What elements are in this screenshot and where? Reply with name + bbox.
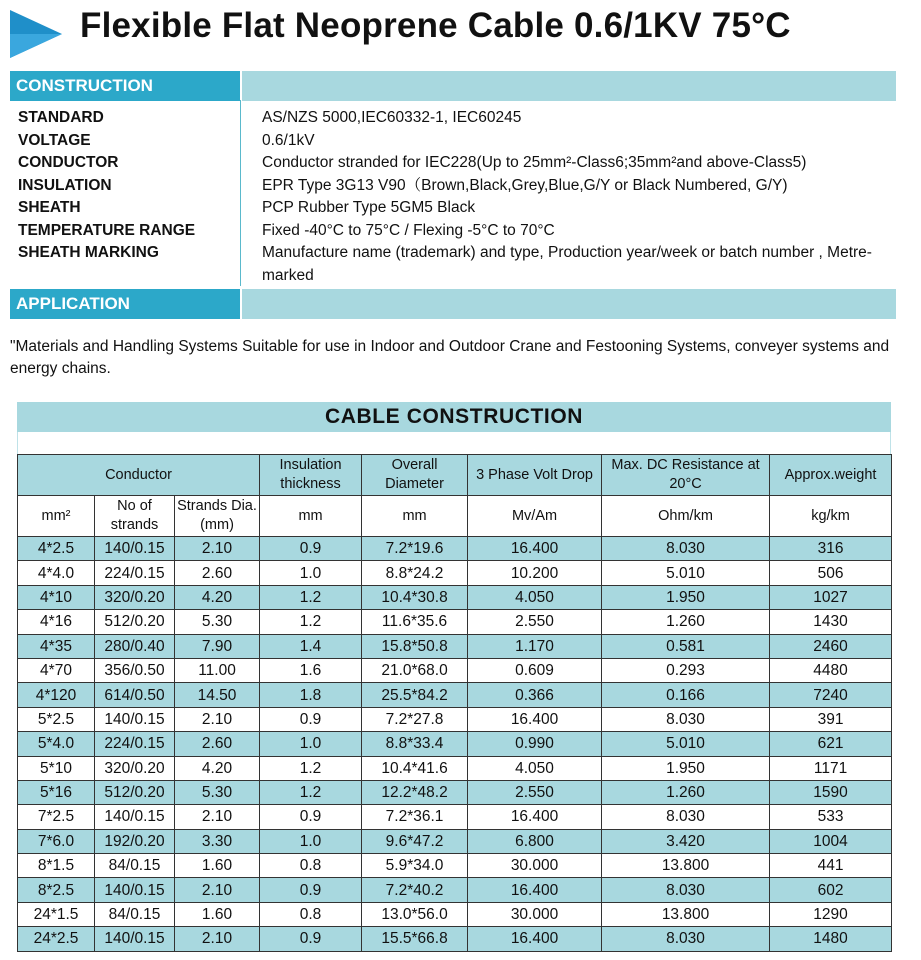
cell-overall-diameter: 10.4*41.6 (362, 756, 468, 780)
cell-weight: 2460 (770, 634, 892, 658)
cell-insulation: 0.8 (260, 902, 362, 926)
cell-strand-dia: 2.10 (175, 707, 260, 731)
cell-volt-drop: 4.050 (468, 585, 602, 609)
cell-size-mm2: 4*4.0 (18, 561, 95, 585)
cell-size-mm2: 24*1.5 (18, 902, 95, 926)
cell-strand-dia: 5.30 (175, 610, 260, 634)
unit-header-insulation-mm: mm (260, 496, 362, 537)
cell-strands: 356/0.50 (95, 658, 175, 682)
unit-header-volt-drop: Mv/Am (468, 496, 602, 537)
cell-resistance: 1.950 (602, 585, 770, 609)
cell-insulation: 1.0 (260, 829, 362, 853)
cable-construction-title: CABLE CONSTRUCTION (17, 402, 891, 432)
table-row (18, 537, 892, 561)
cell-strands: 140/0.15 (95, 805, 175, 829)
table-row (18, 829, 892, 853)
unit-header-mm2: mm² (18, 496, 95, 537)
cell-insulation: 0.9 (260, 707, 362, 731)
spec-row (10, 152, 896, 175)
cell-resistance: 8.030 (602, 878, 770, 902)
cell-volt-drop: 0.366 (468, 683, 602, 707)
cell-strand-dia: 2.10 (175, 878, 260, 902)
cell-insulation: 1.2 (260, 585, 362, 609)
cell-volt-drop: 30.000 (468, 854, 602, 878)
cable-construction-section (17, 402, 891, 952)
table-row (18, 756, 892, 780)
cell-strand-dia: 1.60 (175, 902, 260, 926)
spec-value: PCP Rubber Type 5GM5 Black (262, 199, 476, 216)
cell-strand-dia: 2.10 (175, 805, 260, 829)
cell-insulation: 1.0 (260, 732, 362, 756)
cell-strand-dia: 2.60 (175, 732, 260, 756)
spec-key: CONDUCTOR (18, 154, 119, 171)
cell-overall-diameter: 13.0*56.0 (362, 902, 468, 926)
cable-construction-table (17, 454, 892, 952)
cell-strand-dia: 4.20 (175, 756, 260, 780)
cell-size-mm2: 4*10 (18, 585, 95, 609)
table-row (18, 634, 892, 658)
cell-overall-diameter: 9.6*47.2 (362, 829, 468, 853)
cell-weight: 316 (770, 537, 892, 561)
spec-value: EPR Type 3G13 V90（Brown,Black,Grey,Blue,G/Y or Black Numbered, G/Y) (262, 176, 788, 194)
spec-value: Fixed -40°C to 75°C / Flexing -5°C to 70°C (262, 221, 555, 239)
unit-header-strand-dia: Strands Dia.(mm) (175, 496, 260, 537)
cell-insulation: 1.0 (260, 561, 362, 585)
cell-weight: 1480 (770, 927, 892, 951)
cell-size-mm2: 8*2.5 (18, 878, 95, 902)
cell-volt-drop: 2.550 (468, 610, 602, 634)
cell-resistance: 13.800 (602, 902, 770, 926)
cell-strands: 140/0.15 (95, 927, 175, 951)
cell-size-mm2: 4*16 (18, 610, 95, 634)
cell-strands: 192/0.20 (95, 829, 175, 853)
cell-size-mm2: 8*1.5 (18, 854, 95, 878)
cell-resistance: 0.293 (602, 658, 770, 682)
cell-insulation: 0.8 (260, 854, 362, 878)
cell-weight: 7240 (770, 683, 892, 707)
cell-insulation: 0.9 (260, 805, 362, 829)
cell-volt-drop: 16.400 (468, 805, 602, 829)
spec-value: Manufacture name (trademark) and type, Production year/week or batch number , Metre-marked (262, 244, 872, 284)
cell-strands: 140/0.15 (95, 537, 175, 561)
cell-insulation: 1.2 (260, 780, 362, 804)
spec-value: AS/NZS 5000,IEC60332-1, IEC60245 (262, 109, 522, 126)
cell-size-mm2: 7*2.5 (18, 805, 95, 829)
application-header-band (242, 289, 896, 319)
cell-insulation: 0.9 (260, 927, 362, 951)
table-row (18, 878, 892, 902)
cell-strands: 320/0.20 (95, 756, 175, 780)
cell-resistance: 1.260 (602, 780, 770, 804)
cell-overall-diameter: 21.0*68.0 (362, 658, 468, 682)
cell-overall-diameter: 10.4*30.8 (362, 585, 468, 609)
cell-overall-diameter: 8.8*24.2 (362, 561, 468, 585)
spec-row (10, 130, 896, 153)
cell-overall-diameter: 7.2*19.6 (362, 537, 468, 561)
table-row (18, 902, 892, 926)
cell-strand-dia: 1.60 (175, 854, 260, 878)
cell-strands: 512/0.20 (95, 780, 175, 804)
cell-insulation: 1.2 (260, 756, 362, 780)
cell-resistance: 8.030 (602, 805, 770, 829)
cell-strands: 84/0.15 (95, 902, 175, 926)
cell-strand-dia: 4.20 (175, 585, 260, 609)
cell-strand-dia: 2.10 (175, 537, 260, 561)
cell-overall-diameter: 12.2*48.2 (362, 780, 468, 804)
unit-header-strands: No of strands (95, 496, 175, 537)
table-row (18, 658, 892, 682)
cell-weight: 533 (770, 805, 892, 829)
construction-header-label: CONSTRUCTION (10, 71, 240, 101)
cell-insulation: 1.8 (260, 683, 362, 707)
play-arrow-icon (10, 10, 62, 58)
cell-resistance: 8.030 (602, 707, 770, 731)
cell-volt-drop: 16.400 (468, 537, 602, 561)
spec-row (10, 175, 896, 198)
cell-size-mm2: 5*2.5 (18, 707, 95, 731)
construction-spec-list (10, 107, 896, 287)
cell-weight: 441 (770, 854, 892, 878)
cell-size-mm2: 4*2.5 (18, 537, 95, 561)
cell-overall-diameter: 15.5*66.8 (362, 927, 468, 951)
cell-strands: 320/0.20 (95, 585, 175, 609)
cell-volt-drop: 10.200 (468, 561, 602, 585)
cell-weight: 391 (770, 707, 892, 731)
cell-weight: 602 (770, 878, 892, 902)
cell-volt-drop: 16.400 (468, 707, 602, 731)
cell-strands: 512/0.20 (95, 610, 175, 634)
unit-header-diameter-mm: mm (362, 496, 468, 537)
col-header-resistance: Max. DC Resistance at 20°C (602, 455, 770, 496)
cell-overall-diameter: 7.2*40.2 (362, 878, 468, 902)
table-row (18, 927, 892, 951)
cable-construction-body (18, 537, 892, 952)
cell-strands: 140/0.15 (95, 707, 175, 731)
cell-resistance: 8.030 (602, 537, 770, 561)
cell-overall-diameter: 25.5*84.2 (362, 683, 468, 707)
col-header-volt-drop: 3 Phase Volt Drop (468, 455, 602, 496)
spec-key: SHEATH (18, 199, 81, 216)
spec-key: TEMPERATURE RANGE (18, 221, 196, 239)
cell-strand-dia: 3.30 (175, 829, 260, 853)
table-row (18, 707, 892, 731)
cell-size-mm2: 4*70 (18, 658, 95, 682)
cell-strands: 140/0.15 (95, 878, 175, 902)
cell-resistance: 3.420 (602, 829, 770, 853)
spec-key: SHEATH MARKING (18, 244, 159, 261)
col-header-overall-diameter: Overall Diameter (362, 455, 468, 496)
cell-resistance: 1.950 (602, 756, 770, 780)
cell-weight: 506 (770, 561, 892, 585)
cell-strand-dia: 2.60 (175, 561, 260, 585)
cell-weight: 1590 (770, 780, 892, 804)
cell-weight: 621 (770, 732, 892, 756)
cell-volt-drop: 1.170 (468, 634, 602, 658)
cell-weight: 1290 (770, 902, 892, 926)
cell-strand-dia: 2.10 (175, 927, 260, 951)
cell-resistance: 13.800 (602, 854, 770, 878)
cell-resistance: 5.010 (602, 561, 770, 585)
cell-overall-diameter: 15.8*50.8 (362, 634, 468, 658)
table-row (18, 585, 892, 609)
cell-weight: 4480 (770, 658, 892, 682)
cell-insulation: 1.4 (260, 634, 362, 658)
cell-overall-diameter: 8.8*33.4 (362, 732, 468, 756)
cell-overall-diameter: 11.6*35.6 (362, 610, 468, 634)
cell-weight: 1027 (770, 585, 892, 609)
cell-volt-drop: 0.609 (468, 658, 602, 682)
table-row (18, 854, 892, 878)
cell-volt-drop: 0.990 (468, 732, 602, 756)
spec-value: 0.6/1kV (262, 131, 315, 149)
spec-row (10, 242, 896, 287)
construction-header-band (242, 71, 896, 101)
cell-weight: 1004 (770, 829, 892, 853)
cell-volt-drop: 30.000 (468, 902, 602, 926)
cell-strand-dia: 7.90 (175, 634, 260, 658)
cell-resistance: 5.010 (602, 732, 770, 756)
col-header-weight: Approx.weight (770, 455, 892, 496)
spec-row (10, 197, 896, 220)
cell-resistance: 8.030 (602, 927, 770, 951)
page-title: Flexible Flat Neoprene Cable 0.6/1KV 75°C (80, 6, 791, 45)
cell-strands: 84/0.15 (95, 854, 175, 878)
table-row (18, 805, 892, 829)
table-row (18, 683, 892, 707)
cell-resistance: 1.260 (602, 610, 770, 634)
cell-overall-diameter: 7.2*27.8 (362, 707, 468, 731)
cell-overall-diameter: 7.2*36.1 (362, 805, 468, 829)
cell-strands: 224/0.15 (95, 561, 175, 585)
cell-overall-diameter: 5.9*34.0 (362, 854, 468, 878)
table-row (18, 610, 892, 634)
spec-row (10, 107, 896, 130)
col-header-insulation: Insulation thickness (260, 455, 362, 496)
cell-size-mm2: 4*35 (18, 634, 95, 658)
spec-row (10, 220, 896, 243)
cell-insulation: 1.6 (260, 658, 362, 682)
unit-header-weight: kg/km (770, 496, 892, 537)
cell-volt-drop: 2.550 (468, 780, 602, 804)
cell-insulation: 1.2 (260, 610, 362, 634)
table-row (18, 561, 892, 585)
cell-size-mm2: 4*120 (18, 683, 95, 707)
cell-size-mm2: 5*10 (18, 756, 95, 780)
col-header-conductor: Conductor (18, 455, 260, 496)
cell-strands: 224/0.15 (95, 732, 175, 756)
cell-size-mm2: 5*4.0 (18, 732, 95, 756)
spec-key: STANDARD (18, 109, 104, 126)
table-row (18, 780, 892, 804)
cell-strand-dia: 11.00 (175, 658, 260, 682)
cell-size-mm2: 7*6.0 (18, 829, 95, 853)
cell-volt-drop: 16.400 (468, 878, 602, 902)
cell-weight: 1171 (770, 756, 892, 780)
title-bar (0, 0, 921, 62)
spec-key: INSULATION (18, 176, 112, 194)
cell-strands: 614/0.50 (95, 683, 175, 707)
application-header (10, 289, 896, 319)
construction-header (10, 71, 896, 101)
cell-size-mm2: 5*16 (18, 780, 95, 804)
unit-header-resistance: Ohm/km (602, 496, 770, 537)
application-header-label: APPLICATION (10, 289, 240, 319)
cell-weight: 1430 (770, 610, 892, 634)
cell-size-mm2: 24*2.5 (18, 927, 95, 951)
cell-volt-drop: 16.400 (468, 927, 602, 951)
spec-value: Conductor stranded for IEC228(Up to 25mm²-Class6;35mm²and above-Class5) (262, 154, 807, 171)
table-row (18, 732, 892, 756)
cell-strand-dia: 5.30 (175, 780, 260, 804)
cell-volt-drop: 6.800 (468, 829, 602, 853)
cell-resistance: 0.166 (602, 683, 770, 707)
cell-insulation: 0.9 (260, 878, 362, 902)
cell-insulation: 0.9 (260, 537, 362, 561)
cell-strand-dia: 14.50 (175, 683, 260, 707)
cell-strands: 280/0.40 (95, 634, 175, 658)
application-text: "Materials and Handling Systems Suitable for use in Indoor and Outdoor Crane and Festooning Systems, conveyer systems and energy chains. (10, 338, 890, 377)
spec-key: VOLTAGE (18, 131, 91, 149)
cell-volt-drop: 4.050 (468, 756, 602, 780)
cell-resistance: 0.581 (602, 634, 770, 658)
cable-construction-gap (17, 432, 891, 454)
